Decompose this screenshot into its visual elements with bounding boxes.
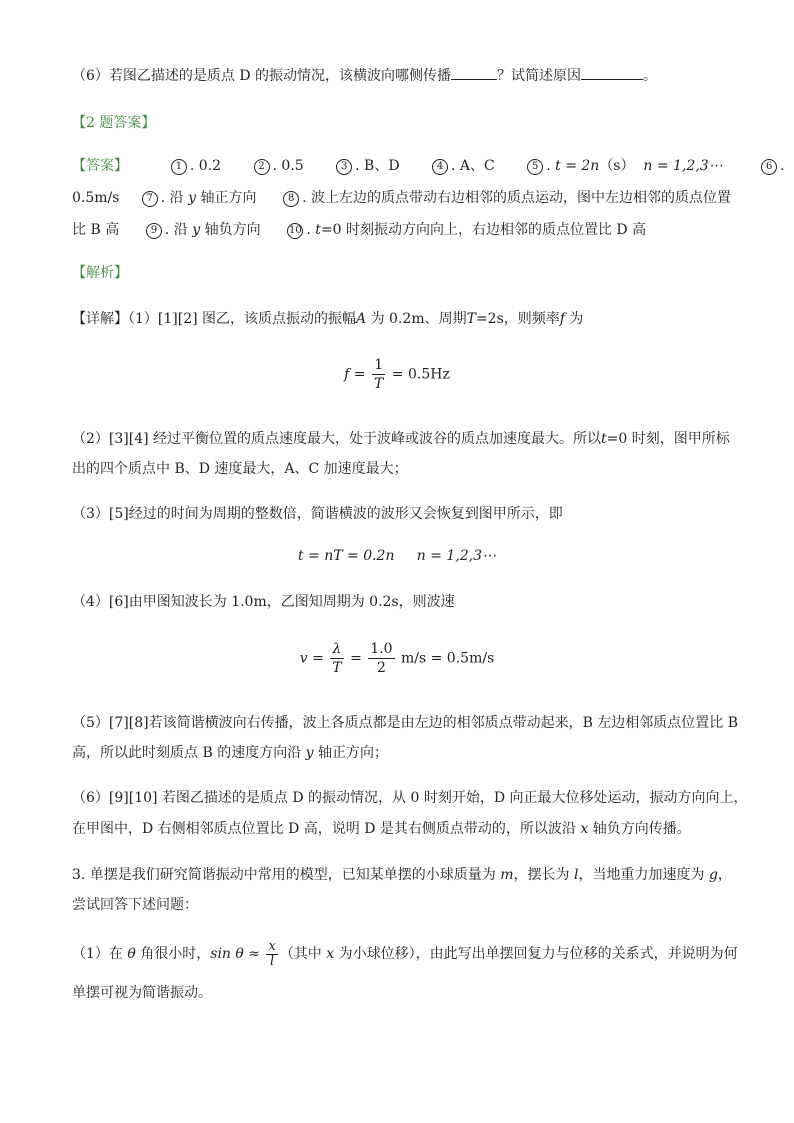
detail-part-4: （4）[6]由甲图知波长为 1.0m，乙图知周期为 0.2s，则波速: [72, 594, 455, 610]
question-3-line-1: 3. 单摆是我们研究简谐振动中常用的模型，已知某单摆的小球质量为 m，摆长为 l，当地重力加速度为 g，: [72, 867, 732, 883]
answer-blank-1: [451, 65, 497, 80]
answer-blank-2: [581, 65, 643, 80]
detail-part-6-line-2: 在甲图中，D 右侧相邻质点位置比 D 高，说明 D 是其右侧质点带动的，所以波沿 x 轴负方向传播。: [72, 821, 691, 837]
detail-part-1: 【详解】（1）[1][2] 图乙，该质点振动的振幅A 为 0.2m、周期T=2s，则频率f 为: [72, 311, 584, 327]
question-3-part-1-line-1: （1）在 θ 角很小时，sin θ ≈ $\frac{x}{l}$ （其中 x 为小球位移），由此写出单摆回复力与位移的关系式，并说明为何: [72, 938, 738, 969]
detail-part-3: （3）[5]经过的时间为周期的整数倍，简谐横波的波形又会恢复到图甲所示，即: [72, 506, 563, 522]
question-3-part-1-line-2: 单摆可视为简谐振动。: [72, 985, 212, 1001]
answer-item-1: 1 . 0.2: [171, 158, 221, 174]
answer-line-1: [72, 157, 785, 175]
equation-period: t = nT = 0.2n n = 1,2,3⋯: [297, 548, 497, 564]
detail-part-6-line-1: （6）[9][10] 若图乙描述的是质点 D 的振动情况，从 0 时刻开始，D 向正最大位移处运动，振动方向向上，: [72, 790, 748, 806]
answer-item-6: 6 .: [761, 158, 784, 174]
answer-item-5: 5 . t = 2n（s） n = 1,2,3⋯: [527, 158, 722, 174]
detail-part-5-line-1: （5）[7][8]若该简谐横波向右传播，波上各质点都是由左边的相邻质点带动起来，B 左边相邻质点位置比 B: [72, 715, 739, 731]
detail-part-2-line-2: 出的四个质点中 B、D 速度最大，A、C 加速度最大；: [72, 461, 408, 477]
answer-item-2: 2 . 0.5: [254, 158, 304, 174]
answer-item-4: 4 . A、C: [432, 158, 495, 174]
analysis-header: 【解析】: [72, 265, 128, 281]
answer-label: 【答案】: [72, 158, 128, 174]
answer-header: 【2 题答案】: [72, 115, 156, 131]
answer-line-3: 比 B 高 9 . 沿 y 轴负方向 10 . t=0 时刻振动方向向上，右边相邻的质点位置比 D 高: [72, 222, 647, 238]
detail-part-5-line-2: 高，所以此时刻质点 B 的速度方向沿 y 轴正方向；: [72, 745, 389, 761]
answer-item-3: 3 . B、D: [336, 158, 399, 174]
question-2-part-6: （6）若图乙描述的是质点 D 的振动情况，该横波向哪侧传播 ？试简述原因 。: [72, 65, 732, 85]
answer-line-2: 0.5m/s 7 . 沿 y 轴正方向 8 . 波上左边的质点带动右边相邻的质点运动，图中左边相邻的质点位置: [72, 190, 732, 206]
question-3-line-2: 尝试回答下述问题：: [72, 897, 198, 913]
detail-part-2-line-1: （2）[3][4] 经过平衡位置的质点速度最大，处于波峰或波谷的质点加速度最大。所以t=0 时刻，图甲所标: [72, 431, 730, 447]
equation-frequency: f = $\frac{1}{T}$ = 0.5Hz: [344, 357, 450, 392]
equation-wave-speed: v = $\frac{\lambda}{T}$ = $\frac{1.0}{2}$ m/s = 0.5m/s: [299, 641, 495, 676]
